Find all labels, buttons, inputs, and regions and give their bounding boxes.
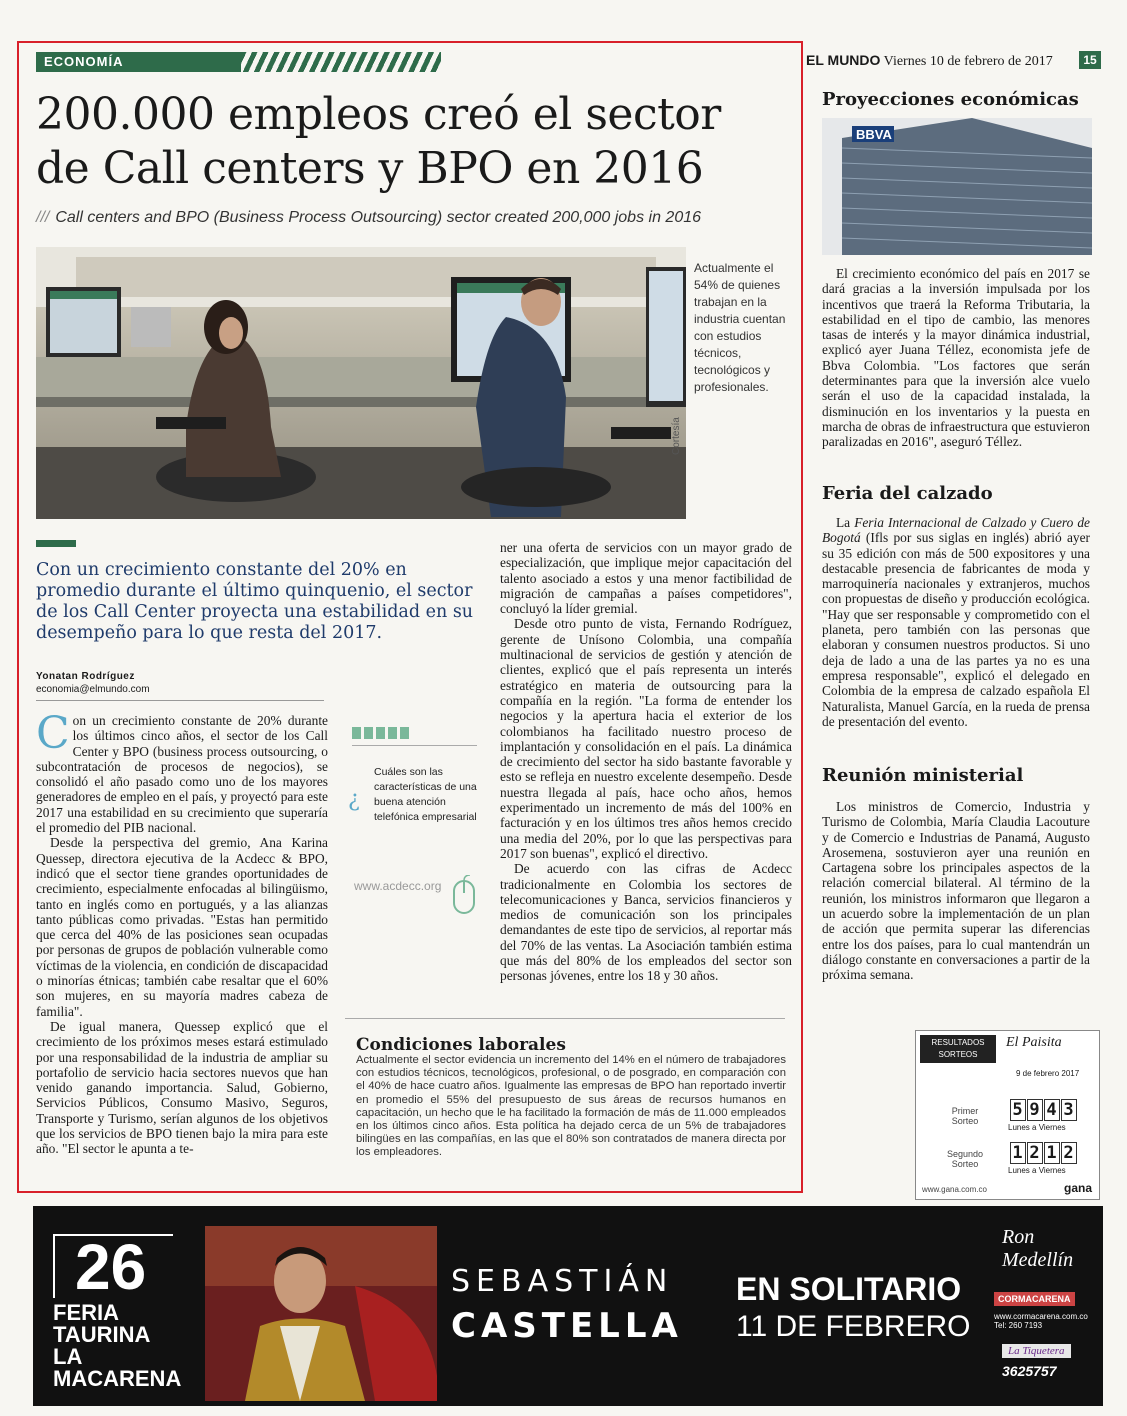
conditions-text: Actualmente el sector evidencia un incremento del 14% en el número de trabajadores con estudios técnicos, tecnológicos, profesional, o de posgrado, en comparación con el 40% de hace cuatro años. Igualmente las empresas de BPO han reportado invertir en promedio el 55% del presupuesto de sus áreas de recursos humanos en capacitación, un hecho que le ha facilitado la formación de más de 11.000 empleados en los últimos cinco años. Esta política ha dejado cerca de un 5% de trabajadores bilingües en las compañías, en las que el 80% son contratados de manera directa por los empleadores.	[356, 1054, 786, 1159]
paragraph: La Feria Internacional de Calzado y Cuero de Bogotá (Ifls por sus siglas en inglés) abrió ayer su 35 edición con más de 500 expositores y una destacable presencia de fabricantes de moda y marroquinería nacionales y extranjeros, muchos con propuestas de diseño y producción ecológica. "Hay que ser responsable y comprometido con el planeta, pero también con las personas que elaboran y consumen nuestros productos. Si uno deja de lado a una de las partes ya no es una empresa responsable", explicó el delegado en Colombia de la empresa de calzado española El Naturalista, Manuel García, en la rueda de prensa de presentación del evento.	[822, 515, 1090, 729]
callout-divider	[352, 745, 477, 746]
lottery-row-label: Primer Sorteo	[951, 1106, 979, 1126]
question-mark-icon: ¿	[348, 787, 360, 812]
mouse-icon	[452, 875, 476, 915]
bullfighter-last-name: CASTELLA	[451, 1306, 683, 1346]
lottery-row-label: Segundo Sorteo	[946, 1149, 984, 1169]
author-name: Yonatan Rodríguez	[36, 671, 135, 682]
sidebar-text-shoes	[822, 515, 1090, 729]
ad-solo-label: EN SOLITARIO	[736, 1271, 962, 1307]
lottery-number-1: 5 9 4 3	[1010, 1099, 1078, 1121]
author-email: economia@elmundo.com	[36, 684, 150, 695]
callout-url[interactable]: www.acdecc.org	[354, 879, 442, 893]
ad-sponsors	[988, 1218, 1088, 1398]
section-bar	[36, 52, 800, 72]
article-column-3	[500, 540, 792, 984]
cormacarena-contact: www.cormacarena.com.co Tel: 260 7193	[994, 1312, 1088, 1330]
lottery-schedule: Lunes a Viernes	[1008, 1123, 1066, 1132]
cormacarena-logo: CORMACARENA	[994, 1292, 1075, 1306]
sidebar-heading-projections: Proyecciones económicas	[822, 89, 1079, 110]
sidebar-text-ministerial	[822, 799, 1090, 983]
article-column-1	[36, 708, 328, 1157]
gana-logo: gana	[1064, 1181, 1093, 1195]
paragraph: Desde la perspectiva del gremio, Ana Karina Quessep, directora ejecutiva de la Acdecc & BPO, indicó que el sector tiene grandes oportunidades de crecimiento, especialmente enfocadas al bilingüismo, tanto en inglés como en portugués, y a las alianzas tanto públicas como privadas. "Estas han permitido que cerca del 40% de las posiciones sean ocupadas por personas de grupos de población vulnerable como víctimas de la violencia, en condición de discapacidad o minorías étnicas; también cabe resaltar que el 60% son mujeres, en su mayoría madres cabeza de familia".	[36, 835, 328, 1019]
bullfighter-first-name: SEBASTIÁN	[451, 1264, 674, 1299]
lottery-results-box	[915, 1030, 1100, 1200]
lottery-brand: El Paisita	[1006, 1035, 1062, 1050]
feria-logo	[53, 1231, 203, 1391]
paper-name: EL MUNDO	[806, 52, 881, 68]
lottery-number-2: 1 2 1 2	[1010, 1142, 1078, 1164]
feria-number: 26	[53, 1234, 173, 1298]
dropcap: C	[36, 708, 70, 759]
sidebar-text-projections	[822, 266, 1090, 450]
paragraph: De acuerdo con las cifras de Acdecc tradicionalmente en Colombia los sectores de telecomunicaciones y Banca, servicios financieros y medios de comunicación son los principales demandantes de este tipo de servicios, al reportar más del 70% de las ventas. La Asociación también estima que más del 80% de los empleados del sector son personas jóvenes, entre los 18 y 30 años.	[500, 861, 792, 984]
section-label: ECONOMÍA	[36, 52, 241, 72]
english-subtitle-text: Call centers and BPO (Business Process Outsourcing) sector created 200,000 jobs in 2016	[55, 209, 702, 226]
tiquetera-logo: La Tiquetera	[1002, 1344, 1071, 1358]
headline-line-1: 200.000 empleos creó el sector	[36, 89, 721, 140]
ad-event-date: 11 DE FEBRERO	[736, 1310, 971, 1343]
bbva-building-photo	[822, 118, 1092, 255]
bbva-sign: BBVA	[856, 127, 892, 142]
paragraph: El crecimiento económico del país en 2017 se dará gracias a la inversión impulsada por los incentivos que traerá la Reforma Tributaria, la estabilidad en el tipo de cambio, las menores tasas de interés y la mayor dinámica industrial, explicó ayer Juana Téllez, economista jefe de Bbva Colombia. "Los factores que serán determinantes para que la inversión alce vuelo serán el uso de la capacidad instalada, la disminución en los inventarios y la puesta en marcha de obras de infraestructura que estuvieron paralizadas en 2016", aseguró Téllez.	[822, 266, 1090, 450]
callout-box	[340, 727, 490, 927]
section-stripes	[241, 52, 441, 72]
tiquetera-phone: 3625757	[1002, 1363, 1057, 1379]
photo-caption: Actualmente el 54% de quienes trabajan en la industria cuentan con estudios técnicos, tecnológicos y profesionales.	[694, 261, 786, 394]
lottery-label: RESULTADOS SORTEOS	[920, 1035, 996, 1063]
lottery-url[interactable]: www.gana.com.co	[922, 1185, 987, 1194]
masthead	[806, 52, 1076, 70]
lottery-date: 9 de febrero 2017	[1016, 1069, 1080, 1078]
page-number: 15	[1079, 51, 1101, 69]
sidebar-heading-shoes: Feria del calzado	[822, 483, 993, 504]
photo-credit: Cortesía	[671, 417, 682, 455]
callout-text: Cuáles son las características de una buena atención telefónica empresarial	[374, 766, 477, 823]
conditions-title: Condiciones laborales	[356, 1035, 566, 1055]
feria-name: FERIA TAURINA LA MACARENA	[53, 1300, 182, 1391]
slashes-icon: ///	[36, 209, 50, 226]
headline	[36, 88, 796, 196]
byline-divider	[36, 700, 324, 701]
sidebar-heading-ministerial: Reunión ministerial	[822, 765, 1024, 786]
paragraph: Los ministros de Comercio, Industria y Turismo de Colombia, María Claudia Lacouture y de Comercio e Industrias de Panamá, Augusto Arosemena, sostuvieron ayer una reunión en Cartagena sobre los principales aspectos de la relación comercial bilateral. Al término de la reunión, los ministros informaron que llegaron a un acuerdo sobre la implementación de un plan de acción que permita superar las diferencias entre los dos países, para lo cual mantendrán un diálogo constante en conversaciones a partir de la próxima semana.	[822, 799, 1090, 983]
conditions-divider	[345, 1018, 785, 1019]
callout-bar	[352, 727, 412, 739]
paragraph: ner una oferta de servicios con un mayor grado de especialización, que implique mejor capacitación del talento asociado a estos y una menor factibilidad de migración de campañas a países competidores", concluyó la líder gremial.	[500, 540, 792, 617]
headline-line-2: de Call centers y BPO en 2016	[36, 143, 704, 194]
bullfighter-photo	[205, 1226, 437, 1401]
bullfight-advertisement[interactable]	[33, 1206, 1103, 1406]
paragraph: De igual manera, Quessep explicó que el crecimiento de los próximos meses estará estimulado por una responsabilidad de la industria de ampliar su portafolio de servicio hacia sectores nuevos que han venido ganando importancia. Salud, Gobierno, Servicios Públicos, Consumo Masivo, Seguros, Transporte y Turismo, serían algunos de los objetivos que los servicios de BPO tienen bajo la mira para este año. "El sector le apunta a te-	[36, 1018, 328, 1157]
english-subtitle	[36, 209, 796, 227]
lead-paragraph: Con un crecimiento constante del 20% en promedio durante el último quinquenio, el sector de los Call Center proyecta una estabilidad en su desempeño para lo que resta del 2017.	[36, 560, 474, 643]
lottery-schedule: Lunes a Viernes	[1008, 1166, 1066, 1175]
issue-date: Viernes 10 de febrero de 2017	[883, 54, 1053, 69]
ron-medellin-logo: Ron Medellín	[1002, 1226, 1074, 1271]
paragraph: Desde otro punto de vista, Fernando Rodríguez, gerente de Unísono Colombia, una compañía multinacional de servicios de gestión y atención de clientes, explicó que el país representa un interés estratégico en materia de outsourcing para la compañía en la región. "La forma de entender los negocios y la apertura hacia el exterior de los colombianos ha facilitado nuestro proceso de implantación y consolidación en el país. La dinámica de crecimiento del sector ha sido bastante favorable y esto se refleja en nuestro excelente desempeño. Desde nuestra llegada al país, hace ocho años, hemos experimentado un incremento de más del 100% en facturación y en los últimos tres años hemos crecido una media del 20%, por lo que las perspectivas para 2017 son buenas", explicó el directivo.	[500, 616, 792, 861]
paragraph: Con un crecimiento constante de 20% durante los últimos cinco años, el sector de los Call Center y BPO (business process outsourcing, o subcontratación de procesos de negocios), se consolidó el año pasado como uno de los mayores generadores de empleo en el país, y proyectó para este 2017 una estabilidad en su crecimiento que superaría el promedio del PIB nacional.	[36, 708, 328, 836]
lead-marker	[36, 540, 76, 547]
call-center-photo	[36, 247, 686, 519]
